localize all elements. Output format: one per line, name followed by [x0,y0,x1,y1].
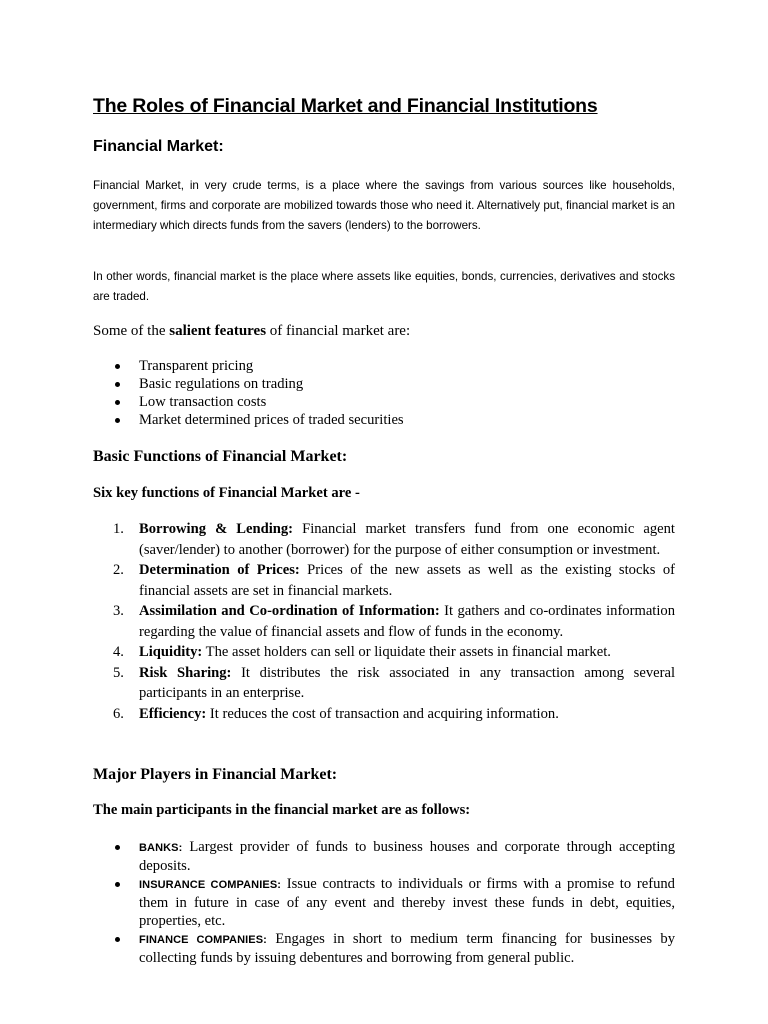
major-players-list [93,838,675,967]
item-number: 2. [113,562,124,578]
player-term: FINANCE COMPANIES: [139,934,267,946]
document-title: The Roles of Financial Market and Financial Institutions [93,95,598,117]
salient-bold: salient features [169,323,267,339]
numbered-item [93,704,675,725]
bullet-icon [115,882,120,887]
financial-market-paragraph-1: Financial Market, in very crude terms, is a place where the savings from various sources like households, government, firms and corporate are mobilized towards those who need it. Alternatively put, financial market is an intermediary which directs funds from the savers (lenders) to the borrowers. [93,179,675,232]
basic-functions-subheading: Six key functions of Financial Market are - [93,485,360,501]
item-text: Financial market transfers fund from one economic agent (saver/lender) to another (borrower) for the purpose of either consumption or investment. [139,521,675,558]
item-text: It reduces the cost of transaction and acquiring information. [206,705,559,722]
player-term: INSURANCE COMPANIES: [139,879,282,891]
numbered-item [93,642,675,663]
item-term: Liquidity: [139,644,203,660]
major-players-heading: Major Players in Financial Market: [93,766,338,783]
item-number: 4. [113,644,124,660]
major-players-subheading: The main participants in the financial market are as follows: [93,802,471,818]
numbered-item [93,560,675,601]
item-term: Determination of Prices: [139,562,300,578]
financial-market-paragraph-2: In other words, financial market is the place where assets like equities, bonds, currencies, derivatives and stocks are traded. [93,270,675,303]
item-term: Borrowing & Lending: [139,521,294,537]
item-number: 1. [113,521,124,537]
list-item [93,393,675,411]
item-text: It distributes the risk associated in any transaction among several participants in an enterprise. [139,664,676,701]
item-number: 5. [113,664,124,681]
salient-suffix: of financial market are: [266,323,411,339]
bullet-icon [115,382,120,387]
list-item [93,875,675,930]
salient-prefix: Some of the [93,323,170,339]
list-item [93,930,675,967]
item-text: Prices of the new assets as well as the existing stocks of financial assets are set in financial markets. [139,562,675,599]
list-item-text: Transparent pricing [139,358,254,374]
bullet-icon [115,845,120,850]
item-term: Risk Sharing: [139,664,232,681]
financial-market-heading: Financial Market: [93,138,224,155]
bullet-icon [115,937,120,942]
list-item-text: Low transaction costs [139,394,267,410]
player-text: Issue contracts to individuals or firms with a promise to refund them in future in case of any event and thereby invest these funds in debt, equities, properties, etc. [139,876,675,929]
numbered-item [93,663,675,704]
player-text: Engages in short to medium term financing for businesses by collecting funds by issuing debentures and borrowing from general public. [139,931,675,966]
list-item [93,411,675,429]
numbered-item [93,519,675,560]
item-text: It gathers and co-ordinates information regarding the value of financial assets and flow of funds in the economy. [139,603,675,640]
list-item [93,375,675,393]
item-term: Assimilation and Co-ordination of Information: [139,603,440,619]
numbered-item [93,601,675,642]
item-text: The asset holders can sell or liquidate their assets in financial market. [202,644,611,660]
list-item-text: Market determined prices of traded securities [139,412,404,428]
bullet-icon [115,418,120,423]
bullet-icon [115,400,120,405]
basic-functions-heading: Basic Functions of Financial Market: [93,448,348,465]
list-item [93,357,675,375]
player-text: Largest provider of funds to business houses and corporate through accepting deposits. [139,839,675,874]
salient-features-list [93,357,675,429]
basic-functions-list [93,519,675,724]
item-number: 3. [113,603,124,619]
salient-features-intro [93,321,675,341]
bullet-icon [115,364,120,369]
list-item-text: Basic regulations on trading [139,376,304,392]
list-item [93,838,675,875]
item-number: 6. [113,705,124,722]
item-term: Efficiency: [139,705,207,722]
player-term: BANKS: [139,842,183,854]
